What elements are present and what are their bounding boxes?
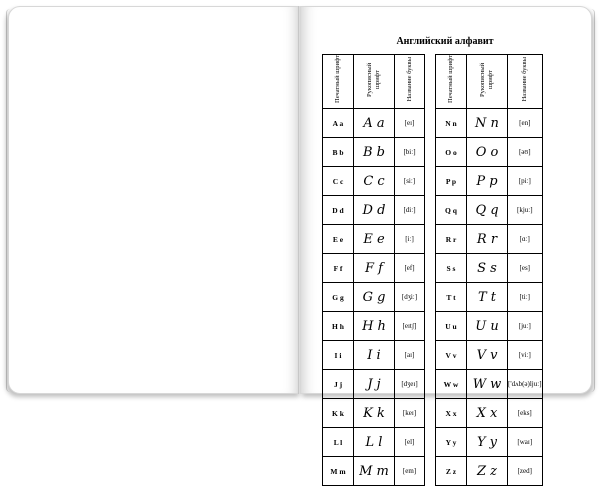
handwritten-letter: U u [467, 312, 508, 341]
handwritten-letter: I i [354, 341, 395, 370]
table-row [323, 167, 425, 196]
printed-letter: L l [323, 428, 354, 457]
handwritten-letter: F f [354, 254, 395, 283]
table-row [436, 399, 543, 428]
printed-letter: D d [323, 196, 354, 225]
left-page [8, 6, 301, 394]
letter-name: [dʒeɪ] [395, 370, 425, 399]
header-printed: Печатный шрифт [436, 55, 467, 109]
letter-name: [es] [508, 254, 543, 283]
printed-letter: G g [323, 283, 354, 312]
letter-name: [en] [508, 109, 543, 138]
table-row [323, 254, 425, 283]
printed-letter: K k [323, 399, 354, 428]
printed-letter: Z z [436, 457, 467, 486]
printed-letter: F f [323, 254, 354, 283]
header-handwritten: Рукописный шрифт [354, 55, 395, 109]
alphabet-table-right [435, 54, 543, 486]
letter-name: [biː] [395, 138, 425, 167]
header-handwritten: Рукописный шрифт [467, 55, 508, 109]
printed-letter: Y y [436, 428, 467, 457]
alphabet-table-left [322, 54, 425, 486]
printed-letter: O o [436, 138, 467, 167]
notebook-spine [298, 6, 300, 394]
table-row [323, 225, 425, 254]
printed-letter: T t [436, 283, 467, 312]
printed-letter: W w [436, 370, 467, 399]
table-row [323, 312, 425, 341]
handwritten-letter: H h [354, 312, 395, 341]
handwritten-letter: E e [354, 225, 395, 254]
table-row [323, 283, 425, 312]
printed-letter: S s [436, 254, 467, 283]
letter-name: [piː] [508, 167, 543, 196]
table-row [323, 428, 425, 457]
letter-name: [em] [395, 457, 425, 486]
table-row [436, 428, 543, 457]
printed-letter: X x [436, 399, 467, 428]
printed-letter: N n [436, 109, 467, 138]
handwritten-letter: J j [354, 370, 395, 399]
printed-letter: U u [436, 312, 467, 341]
handwritten-letter: X x [467, 399, 508, 428]
handwritten-letter: W w [467, 370, 508, 399]
handwritten-letter: Q q [467, 196, 508, 225]
page-title: Английский алфавит [396, 36, 494, 47]
printed-letter: C c [323, 167, 354, 196]
table-row [323, 109, 425, 138]
handwritten-letter: P p [467, 167, 508, 196]
letter-name: [zed] [508, 457, 543, 486]
table-row [323, 196, 425, 225]
letter-name: [el] [395, 428, 425, 457]
table-row [436, 370, 543, 399]
header-name: Название буквы [508, 55, 543, 109]
table-header-row [436, 55, 543, 109]
letter-name: ['dʌb(ə)ljuː] [508, 370, 543, 399]
handwritten-letter: L l [354, 428, 395, 457]
table-row [436, 225, 543, 254]
handwritten-letter: V v [467, 341, 508, 370]
handwritten-letter: G g [354, 283, 395, 312]
printed-letter: M m [323, 457, 354, 486]
letter-name: [juː] [508, 312, 543, 341]
handwritten-letter: N n [467, 109, 508, 138]
table-row [323, 399, 425, 428]
letter-name: [eks] [508, 399, 543, 428]
letter-name: [əʊ] [508, 138, 543, 167]
letter-name: [keɪ] [395, 399, 425, 428]
handwritten-letter: A a [354, 109, 395, 138]
table-row [323, 457, 425, 486]
table-row [436, 138, 543, 167]
handwritten-letter: B b [354, 138, 395, 167]
handwritten-letter: C c [354, 167, 395, 196]
printed-letter: J j [323, 370, 354, 399]
header-printed: Печатный шрифт [323, 55, 354, 109]
handwritten-letter: S s [467, 254, 508, 283]
letter-name: [eɪtʃ] [395, 312, 425, 341]
handwritten-letter: Y y [467, 428, 508, 457]
printed-letter: R r [436, 225, 467, 254]
letter-name: [ɑː] [508, 225, 543, 254]
table-row [323, 138, 425, 167]
handwritten-letter: Z z [467, 457, 508, 486]
table-row [436, 109, 543, 138]
letter-name: [kjuː] [508, 196, 543, 225]
printed-letter: H h [323, 312, 354, 341]
table-row [436, 196, 543, 225]
handwritten-letter: D d [354, 196, 395, 225]
letter-name: [siː] [395, 167, 425, 196]
printed-letter: I i [323, 341, 354, 370]
table-header-row [323, 55, 425, 109]
printed-letter: E e [323, 225, 354, 254]
table-row [436, 254, 543, 283]
handwritten-letter: M m [354, 457, 395, 486]
letter-name: [iː] [395, 225, 425, 254]
handwritten-letter: K k [354, 399, 395, 428]
printed-letter: V v [436, 341, 467, 370]
table-row [436, 312, 543, 341]
table-row [436, 283, 543, 312]
handwritten-letter: O o [467, 138, 508, 167]
handwritten-letter: T t [467, 283, 508, 312]
table-row [323, 370, 425, 399]
letter-name: [waɪ] [508, 428, 543, 457]
table-row [323, 341, 425, 370]
letter-name: [ef] [395, 254, 425, 283]
header-name: Название буквы [395, 55, 425, 109]
table-row [436, 167, 543, 196]
letter-name: [diː] [395, 196, 425, 225]
printed-letter: P p [436, 167, 467, 196]
letter-name: [aɪ] [395, 341, 425, 370]
letter-name: [eɪ] [395, 109, 425, 138]
table-row [436, 341, 543, 370]
letter-name: [viː] [508, 341, 543, 370]
printed-letter: B b [323, 138, 354, 167]
handwritten-letter: R r [467, 225, 508, 254]
printed-letter: A a [323, 109, 354, 138]
letter-name: [dʒiː] [395, 283, 425, 312]
printed-letter: Q q [436, 196, 467, 225]
table-row [436, 457, 543, 486]
letter-name: [tiː] [508, 283, 543, 312]
